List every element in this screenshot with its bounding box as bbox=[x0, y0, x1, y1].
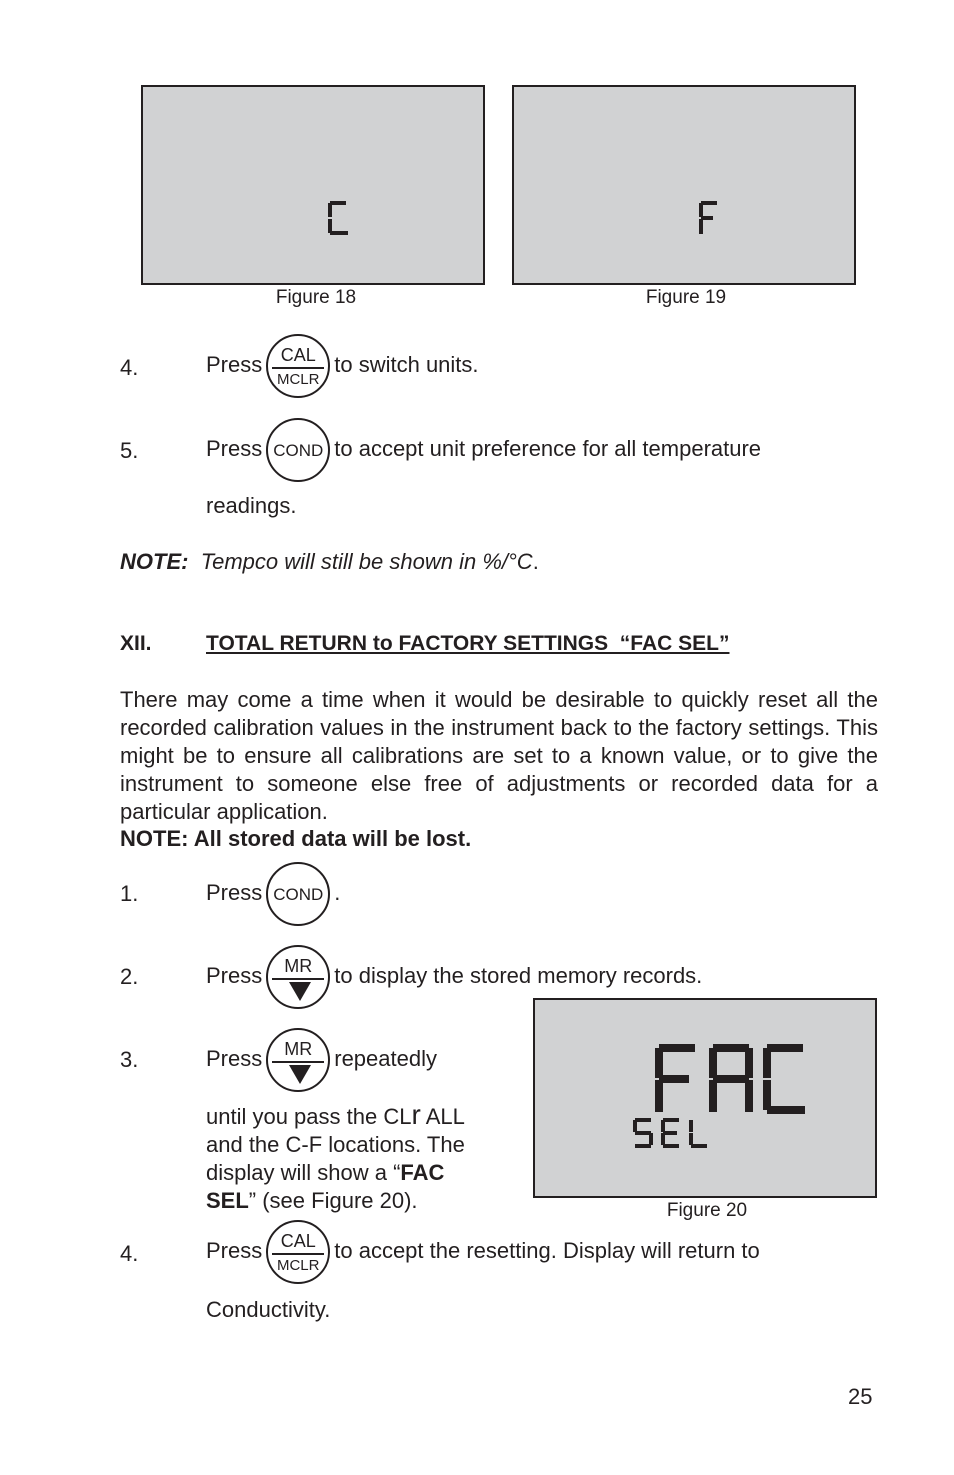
note-label: NOTE: bbox=[120, 549, 189, 574]
step-text: to accept unit preference for all temperature bbox=[334, 435, 762, 461]
figure-20-display bbox=[533, 998, 877, 1198]
down-triangle-icon bbox=[289, 982, 311, 1001]
button-bottom-label: MCLR bbox=[276, 1257, 320, 1274]
button-label: COND bbox=[273, 441, 324, 460]
press-text: Press bbox=[206, 1045, 263, 1071]
note-text: Tempco will still be shown in %/°C bbox=[200, 549, 533, 574]
step-continuation: readings. bbox=[206, 493, 297, 518]
figure-19-caption: Figure 19 bbox=[645, 287, 727, 308]
figure-18-display bbox=[141, 85, 485, 285]
warning-note: NOTE: All stored data will be lost. bbox=[120, 826, 472, 851]
lcd-character-c bbox=[328, 201, 350, 235]
step-line bbox=[206, 1028, 437, 1092]
section-title: TOTAL RETURN to FACTORY SETTINGS “FAC SEL” bbox=[206, 632, 730, 655]
button-top-label: CAL bbox=[280, 1231, 316, 1251]
figure-19-display bbox=[512, 85, 856, 285]
cal-mclr-button bbox=[266, 334, 330, 398]
mr-down-button bbox=[266, 1028, 330, 1092]
step-number: 5. bbox=[120, 438, 139, 463]
step-number: 2. bbox=[120, 964, 139, 989]
step-text: . bbox=[334, 879, 341, 905]
figure-20-caption: Figure 20 bbox=[666, 1200, 748, 1221]
button-top-label: CAL bbox=[280, 345, 316, 365]
button-top-label: MR bbox=[284, 1039, 313, 1059]
step-line bbox=[206, 418, 761, 482]
figure-18-caption: Figure 18 bbox=[275, 287, 357, 308]
page-number: 25 bbox=[848, 1384, 873, 1409]
lcd-word-sel bbox=[633, 1118, 709, 1148]
step-text: to switch units. bbox=[334, 351, 479, 377]
step-number: 4. bbox=[120, 355, 139, 380]
step-3-continuation: until you pass the CLr ALL and the C-F locations. The display will show a “FAC SEL” (see Figure 20). bbox=[206, 1099, 465, 1213]
press-text: Press bbox=[206, 1237, 263, 1263]
lcd-word-fac bbox=[655, 1044, 805, 1114]
step-line bbox=[206, 334, 479, 398]
cond-button bbox=[266, 862, 330, 926]
step-continuation: Conductivity. bbox=[206, 1297, 331, 1322]
button-top-label: MR bbox=[284, 956, 313, 976]
section-number: XII. bbox=[120, 632, 152, 655]
press-text: Press bbox=[206, 879, 263, 905]
step-text: to accept the resetting. Display will return to bbox=[334, 1237, 760, 1263]
down-triangle-icon bbox=[289, 1065, 311, 1084]
press-text: Press bbox=[206, 351, 263, 377]
step-number: 4. bbox=[120, 1241, 139, 1266]
note-tempco: NOTE: Tempco will still be shown in %/°C. bbox=[120, 549, 539, 574]
mr-down-button bbox=[266, 945, 330, 1009]
button-label: COND bbox=[273, 885, 324, 904]
cond-button bbox=[266, 418, 330, 482]
step-number: 1. bbox=[120, 881, 139, 906]
button-bottom-label: MCLR bbox=[276, 371, 320, 388]
cal-mclr-button bbox=[266, 1220, 330, 1284]
step-number: 3. bbox=[120, 1047, 139, 1072]
press-text: Press bbox=[206, 962, 263, 988]
intro-paragraph: There may come a time when it would be desirable to quickly reset all the recorded calibration values in the instrument back to the factory settings. This might be to ensure all calibrations are set to a known value, or to give the instrument to someone else free of adjustments or recorded data for a particular application. bbox=[120, 687, 878, 824]
step-text: to display the stored memory records. bbox=[334, 962, 703, 988]
step-line bbox=[206, 862, 340, 926]
step-text: repeatedly bbox=[334, 1045, 437, 1071]
step-line bbox=[206, 1220, 760, 1284]
press-text: Press bbox=[206, 435, 263, 461]
lcd-character-f bbox=[699, 201, 721, 235]
